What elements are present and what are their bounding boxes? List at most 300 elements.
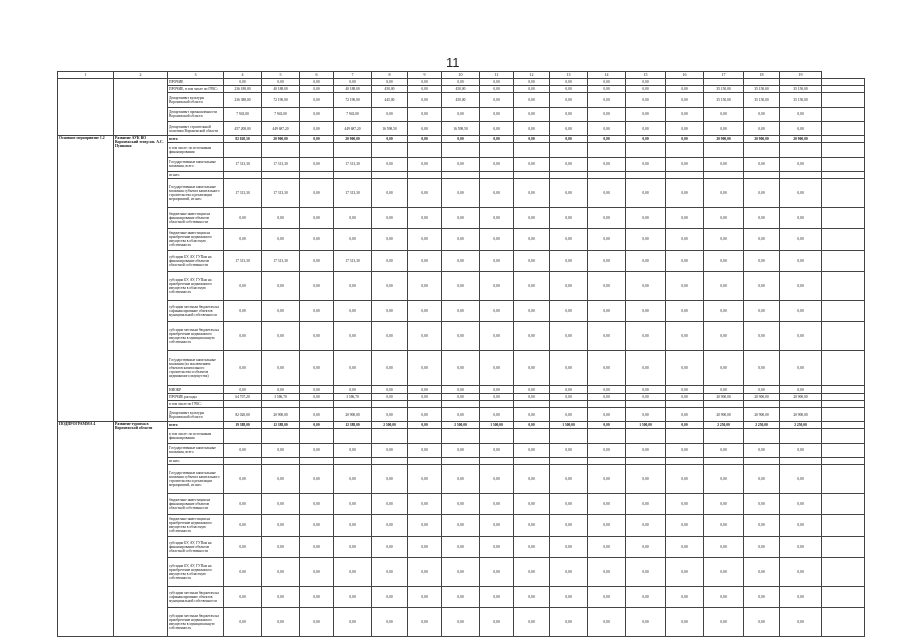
funding-source-label: в том числе: по источникам финансирования (168, 429, 224, 443)
funding-source-label: бюджетные инвестиции на приобретение недвижимого имущества в областную собственность (168, 515, 224, 536)
value-cell: 0,00 (550, 350, 588, 386)
value-cell: 0,00 (704, 300, 744, 321)
value-cell: 0,00 (744, 558, 780, 587)
value-cell: 0,00 (588, 515, 626, 536)
value-cell: 0,00 (300, 107, 334, 121)
value-cell: 0,00 (514, 608, 550, 637)
value-cell: 0,00 (480, 93, 514, 107)
value-cell: 0,00 (550, 207, 588, 228)
value-cell: 17 313,30 (334, 250, 372, 271)
value-cell: 0,00 (442, 443, 480, 457)
value-cell: 0,00 (744, 272, 780, 301)
value-cell: 0,00 (626, 136, 666, 143)
value-cell: 35 150,00 (780, 93, 822, 107)
table-row (58, 179, 865, 208)
value-cell: 0,00 (224, 322, 262, 351)
value-cell: 0,00 (666, 558, 704, 587)
value-cell: 0,00 (300, 121, 334, 135)
value-cell: 16 598,50 (372, 121, 408, 135)
value-cell (442, 143, 480, 157)
value-cell: 0,00 (744, 322, 780, 351)
value-cell: 0,00 (666, 465, 704, 494)
value-cell: 0,00 (372, 229, 408, 250)
value-cell: 0,00 (334, 300, 372, 321)
value-cell: 0,00 (550, 79, 588, 86)
value-cell: 0,00 (514, 179, 550, 208)
value-cell: 0,00 (480, 350, 514, 386)
value-cell: 0,00 (666, 393, 704, 400)
value-cell: 0,00 (704, 229, 744, 250)
value-cell: 449 687,20 (262, 121, 300, 135)
value-cell: 0,00 (514, 536, 550, 557)
value-cell: 0,00 (550, 107, 588, 121)
value-cell (822, 229, 865, 250)
value-cell: 0,00 (666, 272, 704, 301)
value-cell: 0,00 (442, 207, 480, 228)
value-cell: 64 707,20 (224, 393, 262, 400)
value-cell (442, 400, 480, 407)
column-number: 6 (300, 72, 334, 79)
table-row (58, 322, 865, 351)
value-cell: 0,00 (588, 157, 626, 171)
value-cell: 0,00 (588, 586, 626, 607)
value-cell: 0,00 (408, 107, 442, 121)
value-cell: 35 150,00 (704, 93, 744, 107)
program-status-cell: Основное мероприятие 1.2 (58, 136, 114, 422)
table-row (58, 443, 865, 457)
funding-source-label: из них: (168, 171, 224, 178)
value-cell: 17 313,30 (224, 179, 262, 208)
column-number: 2 (114, 72, 168, 79)
value-cell: 0,00 (480, 107, 514, 121)
funding-source-label: Департамент строительной политики Воронежской области (168, 121, 224, 135)
value-cell (744, 171, 780, 178)
value-cell: 0,00 (744, 350, 780, 386)
value-cell: 0,00 (550, 465, 588, 494)
value-cell (822, 536, 865, 557)
value-cell: 7 943,00 (262, 107, 300, 121)
value-cell: 0,00 (704, 443, 744, 457)
value-cell: 0,00 (780, 121, 822, 135)
value-cell: 0,00 (550, 608, 588, 637)
value-cell: 0,00 (588, 86, 626, 93)
value-cell: 0,00 (480, 207, 514, 228)
value-cell: 0,00 (744, 107, 780, 121)
value-cell: 0,00 (666, 300, 704, 321)
column-number: 4 (224, 72, 262, 79)
value-cell: 0,00 (262, 536, 300, 557)
value-cell: 0,00 (666, 386, 704, 393)
value-cell: 0,00 (704, 207, 744, 228)
value-cell: 0,00 (408, 93, 442, 107)
table-row (58, 93, 865, 107)
value-cell (626, 143, 666, 157)
value-cell: 0,00 (480, 558, 514, 587)
value-cell: 0,00 (704, 272, 744, 301)
value-cell (822, 493, 865, 514)
value-cell (588, 171, 626, 178)
value-cell: 19 388,00 (224, 422, 262, 429)
value-cell: 0,00 (262, 207, 300, 228)
value-cell: 0,00 (334, 79, 372, 86)
value-cell: 0,00 (408, 229, 442, 250)
value-cell: 0,00 (262, 386, 300, 393)
value-cell: 0,00 (442, 179, 480, 208)
value-cell: 0,00 (262, 272, 300, 301)
value-cell (372, 457, 408, 464)
value-cell (822, 272, 865, 301)
value-cell: 0,00 (408, 121, 442, 135)
value-cell (480, 457, 514, 464)
value-cell (442, 457, 480, 464)
value-cell (704, 429, 744, 443)
value-cell: 0,00 (408, 207, 442, 228)
value-cell: 0,00 (408, 608, 442, 637)
value-cell: 0,00 (666, 422, 704, 429)
value-cell: 0,00 (372, 493, 408, 514)
value-cell: 1 500,00 (626, 422, 666, 429)
value-cell (780, 143, 822, 157)
program-status-cell: ПОДПРОГРАММА 4 (58, 422, 114, 637)
table-row (58, 422, 865, 429)
value-cell (780, 457, 822, 464)
value-cell: 0,00 (626, 536, 666, 557)
value-cell: 0,00 (550, 586, 588, 607)
value-cell: 0,00 (442, 136, 480, 143)
value-cell: 0,00 (334, 515, 372, 536)
value-cell: 0,00 (666, 250, 704, 271)
value-cell: 0,00 (408, 86, 442, 93)
value-cell: 0,00 (588, 350, 626, 386)
value-cell: 82 020,50 (224, 136, 262, 143)
value-cell: 2 500,00 (372, 422, 408, 429)
value-cell: 0,00 (480, 443, 514, 457)
value-cell: 0,00 (588, 443, 626, 457)
value-cell: 450,00 (442, 86, 480, 93)
value-cell: 0,00 (442, 465, 480, 494)
value-cell: 0,00 (550, 493, 588, 514)
column-number: 11 (480, 72, 514, 79)
value-cell: 0,00 (550, 407, 588, 421)
value-cell: 0,00 (780, 443, 822, 457)
value-cell (822, 79, 865, 86)
value-cell (480, 400, 514, 407)
value-cell (822, 250, 865, 271)
value-cell: 0,00 (300, 136, 334, 143)
value-cell (372, 143, 408, 157)
value-cell: 0,00 (442, 558, 480, 587)
value-cell: 0,00 (588, 493, 626, 514)
funding-source-label: субсидии местным бюджетам на приобретение недвижимого имущества в муниципальную собственность (168, 322, 224, 351)
value-cell: 0,00 (550, 93, 588, 107)
value-cell: 0,00 (480, 407, 514, 421)
table-row (58, 300, 865, 321)
value-cell: 0,00 (480, 493, 514, 514)
value-cell (822, 171, 865, 178)
value-cell (744, 429, 780, 443)
value-cell: 0,00 (626, 393, 666, 400)
value-cell: 0,00 (408, 79, 442, 86)
value-cell: 0,00 (744, 608, 780, 637)
value-cell: 0,00 (588, 79, 626, 86)
value-cell (626, 400, 666, 407)
program-name-cell: Развитие туризма в Воронежской области (114, 422, 168, 637)
value-cell: 0,00 (514, 300, 550, 321)
value-cell: 0,00 (442, 393, 480, 400)
value-cell (666, 79, 704, 86)
value-cell: 0,00 (372, 79, 408, 86)
value-cell: 0,00 (744, 250, 780, 271)
value-cell: 0,00 (744, 493, 780, 514)
value-cell (588, 429, 626, 443)
value-cell: 0,00 (588, 272, 626, 301)
value-cell: 0,00 (408, 407, 442, 421)
value-cell: 0,00 (780, 157, 822, 171)
value-cell: 0,00 (442, 107, 480, 121)
value-cell: 0,00 (408, 493, 442, 514)
table-row (58, 207, 865, 228)
value-cell: 20 900,00 (704, 407, 744, 421)
value-cell: 0,00 (514, 493, 550, 514)
value-cell (822, 586, 865, 607)
value-cell (822, 157, 865, 171)
value-cell (704, 143, 744, 157)
value-cell: 0,00 (224, 79, 262, 86)
value-cell (822, 457, 865, 464)
value-cell: 0,00 (480, 586, 514, 607)
value-cell: 0,00 (626, 121, 666, 135)
table-row (58, 136, 865, 143)
value-cell: 0,00 (262, 515, 300, 536)
value-cell (626, 171, 666, 178)
value-cell (262, 143, 300, 157)
value-cell: 0,00 (744, 157, 780, 171)
value-cell: 0,00 (626, 93, 666, 107)
column-number: 1 (58, 72, 114, 79)
value-cell: 0,00 (262, 586, 300, 607)
value-cell (514, 457, 550, 464)
value-cell (704, 400, 744, 407)
value-cell: 0,00 (300, 350, 334, 386)
table-row (58, 171, 865, 178)
value-cell: 0,00 (626, 515, 666, 536)
value-cell (550, 400, 588, 407)
value-cell: 17 313,30 (262, 157, 300, 171)
value-cell: 0,00 (744, 207, 780, 228)
value-cell: 0,00 (408, 393, 442, 400)
value-cell (822, 443, 865, 457)
value-cell (666, 457, 704, 464)
value-cell: 0,00 (514, 386, 550, 393)
value-cell (300, 429, 334, 443)
value-cell: 0,00 (480, 272, 514, 301)
value-cell: 0,00 (224, 350, 262, 386)
value-cell (550, 171, 588, 178)
value-cell: 0,00 (550, 157, 588, 171)
value-cell: 0,00 (550, 272, 588, 301)
value-cell: 0,00 (780, 515, 822, 536)
value-cell: 0,00 (300, 443, 334, 457)
value-cell (480, 429, 514, 443)
value-cell: 0,00 (780, 179, 822, 208)
value-cell: 0,00 (626, 322, 666, 351)
value-cell: 17 313,30 (334, 157, 372, 171)
table-row (58, 86, 865, 93)
value-cell: 0,00 (588, 422, 626, 429)
value-cell: 3 586,70 (334, 393, 372, 400)
value-cell: 17 313,30 (262, 250, 300, 271)
table-row (58, 400, 865, 407)
value-cell: 0,00 (442, 493, 480, 514)
value-cell: 0,00 (744, 515, 780, 536)
column-number: 15 (626, 72, 666, 79)
value-cell: 0,00 (744, 179, 780, 208)
value-cell (744, 79, 780, 86)
value-cell: 17 313,30 (334, 179, 372, 208)
value-cell (822, 121, 865, 135)
value-cell: 20 900,00 (780, 393, 822, 400)
value-cell: 2 500,00 (442, 422, 480, 429)
value-cell: 0,00 (704, 179, 744, 208)
funding-source-label: Государственные капитальные вложения субъекта капитального строительства и реализации мероприятий, из них: (168, 465, 224, 494)
value-cell (224, 457, 262, 464)
value-cell: 0,00 (514, 136, 550, 143)
value-cell: 0,00 (744, 386, 780, 393)
value-cell: 0,00 (780, 300, 822, 321)
value-cell: 0,00 (334, 608, 372, 637)
value-cell: 0,00 (550, 86, 588, 93)
value-cell: 0,00 (780, 229, 822, 250)
value-cell: 17 313,30 (224, 250, 262, 271)
value-cell: 0,00 (480, 79, 514, 86)
value-cell: 0,00 (626, 272, 666, 301)
value-cell: 0,00 (300, 157, 334, 171)
column-number: 18 (744, 72, 780, 79)
value-cell (224, 171, 262, 178)
value-cell: 0,00 (704, 386, 744, 393)
program-name-cell (114, 79, 168, 136)
value-cell: 35 150,00 (704, 86, 744, 93)
value-cell (224, 400, 262, 407)
value-cell: 0,00 (704, 536, 744, 557)
value-cell: 0,00 (666, 179, 704, 208)
value-cell: 0,00 (704, 157, 744, 171)
value-cell: 0,00 (588, 608, 626, 637)
value-cell: 0,00 (550, 229, 588, 250)
value-cell: 12 388,00 (262, 422, 300, 429)
value-cell: 0,00 (666, 322, 704, 351)
value-cell: 0,00 (262, 493, 300, 514)
value-cell: 0,00 (480, 179, 514, 208)
value-cell: 0,00 (666, 536, 704, 557)
column-number: 14 (588, 72, 626, 79)
value-cell: 0,00 (744, 586, 780, 607)
value-cell (334, 171, 372, 178)
value-cell: 0,00 (300, 515, 334, 536)
value-cell: 20 900,00 (334, 136, 372, 143)
value-cell: 35 150,00 (744, 93, 780, 107)
value-cell: 0,00 (300, 179, 334, 208)
value-cell: 20 900,00 (262, 136, 300, 143)
value-cell: 72 190,00 (334, 93, 372, 107)
funding-source-label: бюджетные инвестиции на приобретение недвижимого имущества в областную собственность (168, 229, 224, 250)
value-cell: 0,00 (704, 107, 744, 121)
value-cell (480, 171, 514, 178)
value-cell: 0,00 (780, 350, 822, 386)
value-cell: 0,00 (780, 465, 822, 494)
value-cell: 0,00 (514, 422, 550, 429)
value-cell (822, 322, 865, 351)
value-cell (514, 400, 550, 407)
value-cell: 0,00 (588, 393, 626, 400)
value-cell: 0,00 (442, 515, 480, 536)
value-cell (666, 429, 704, 443)
value-cell: 0,00 (408, 136, 442, 143)
value-cell: 0,00 (442, 250, 480, 271)
value-cell (300, 457, 334, 464)
funding-source-label: субсидии местным бюджетам на софинансирование объектов муниципальной собственности (168, 300, 224, 321)
value-cell: 0,00 (744, 443, 780, 457)
value-cell: 0,00 (704, 608, 744, 637)
value-cell: 0,00 (442, 79, 480, 86)
value-cell: 0,00 (372, 136, 408, 143)
table-row (58, 229, 865, 250)
value-cell: 0,00 (262, 558, 300, 587)
value-cell: 0,00 (550, 300, 588, 321)
value-cell: 0,00 (408, 465, 442, 494)
value-cell (780, 429, 822, 443)
value-cell: 0,00 (514, 515, 550, 536)
value-cell: 0,00 (224, 515, 262, 536)
value-cell (822, 300, 865, 321)
value-cell (334, 143, 372, 157)
value-cell (408, 457, 442, 464)
funding-source-label: субсидии местным бюджетам на софинансирование объектов муниципальной собственности (168, 586, 224, 607)
value-cell: 0,00 (300, 79, 334, 86)
value-cell: 0,00 (334, 465, 372, 494)
value-cell: 0,00 (514, 157, 550, 171)
value-cell (588, 400, 626, 407)
value-cell: 0,00 (666, 121, 704, 135)
value-cell: 457 208,00 (224, 121, 262, 135)
value-cell: 0,00 (262, 300, 300, 321)
value-cell: 0,00 (550, 443, 588, 457)
value-cell: 7 943,00 (334, 107, 372, 121)
table-row (58, 536, 865, 557)
value-cell (822, 350, 865, 386)
value-cell (744, 400, 780, 407)
value-cell: 0,00 (744, 300, 780, 321)
value-cell: 0,00 (334, 443, 372, 457)
value-cell: 20 900,00 (744, 136, 780, 143)
column-number: 19 (780, 72, 822, 79)
value-cell: 0,00 (480, 157, 514, 171)
value-cell: 0,00 (300, 207, 334, 228)
value-cell: 0,00 (224, 229, 262, 250)
value-cell: 0,00 (300, 272, 334, 301)
value-cell (822, 179, 865, 208)
value-cell: 0,00 (780, 250, 822, 271)
value-cell: 0,00 (704, 586, 744, 607)
value-cell: 1 500,00 (550, 422, 588, 429)
value-cell: 0,00 (408, 179, 442, 208)
column-number: 17 (704, 72, 744, 79)
value-cell: 0,00 (666, 107, 704, 121)
value-cell: 0,00 (588, 93, 626, 107)
value-cell (588, 143, 626, 157)
value-cell (262, 400, 300, 407)
value-cell: 0,00 (588, 107, 626, 121)
